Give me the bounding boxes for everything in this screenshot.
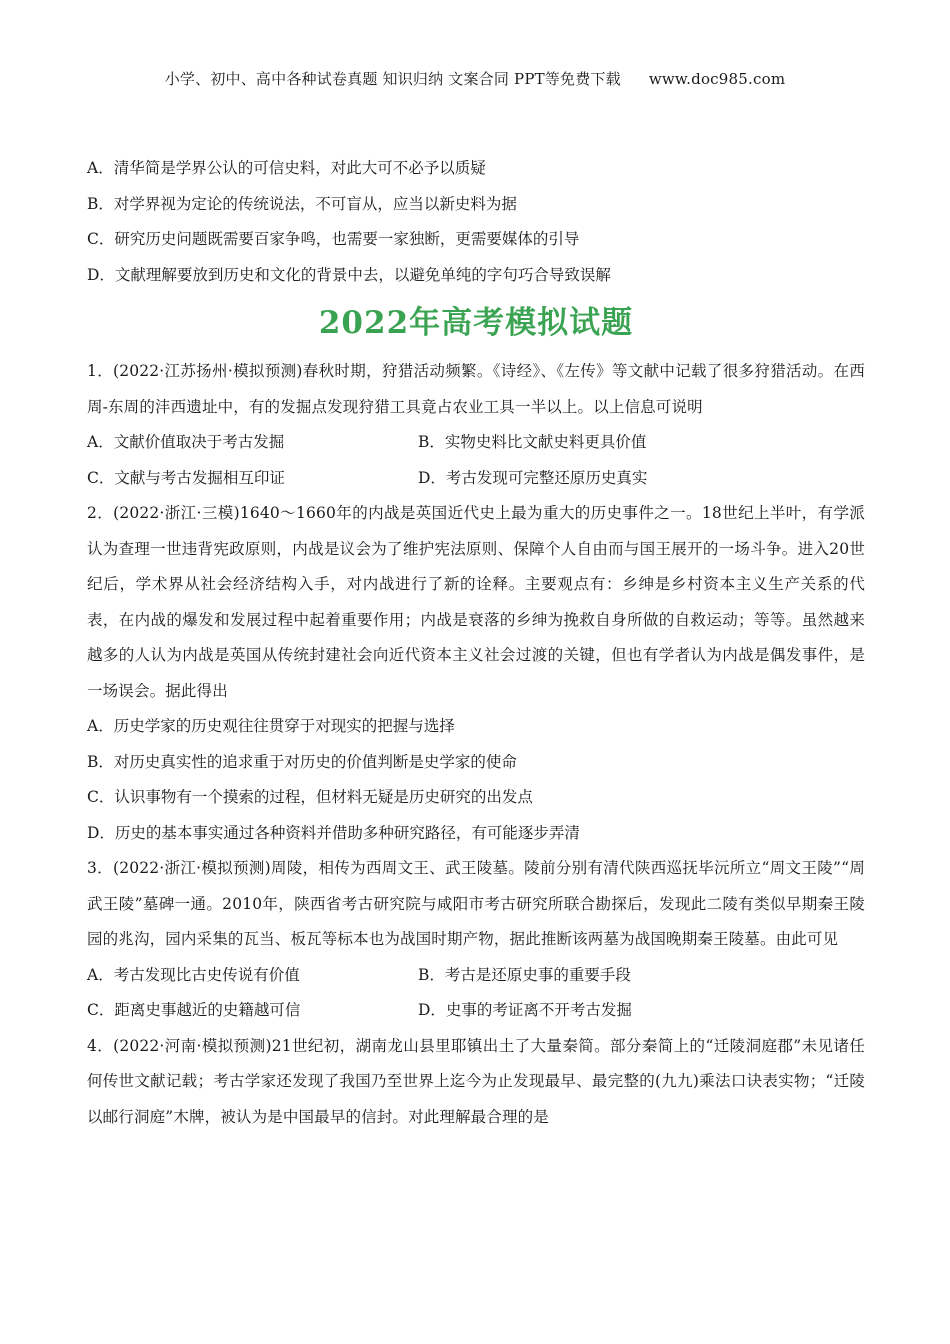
question-2-option-d: D．历史的基本事实通过各种资料并借助多种研究路径，有可能逐步弄清	[87, 823, 580, 842]
header-site: www.doc985.com	[648, 70, 786, 88]
prev-option-a: A．清华简是学界公认的可信史料，对此大可不必予以质疑	[87, 159, 486, 177]
question-3-option-c: C．距离史事越近的史籍越可信	[87, 1001, 301, 1019]
question-1-option-d: D．考古发现可完整还原历史真实	[418, 468, 648, 487]
prev-option-d: D．文献理解要放到历史和文化的背景中去，以避免单纯的字句巧合导致误解	[87, 265, 611, 284]
question-3-options-row-2	[87, 993, 865, 1029]
question-1-options-row-1	[87, 425, 865, 461]
question-1-options-row-2	[87, 461, 865, 497]
header-text: 小学、初中、高中各种试卷真题 知识归纳 文案合同 PPT等免费下载	[164, 70, 621, 88]
question-1-option-b: B．实物史料比文献史料更具价值	[418, 433, 647, 451]
question-2-option-a: A．历史学家的历史观往往贯穿于对现实的把握与选择	[87, 717, 455, 735]
document-body	[87, 151, 865, 1135]
question-2-option-b: B．对历史真实性的追求重于对历史的价值判断是史学家的使命	[87, 752, 517, 771]
prev-option-b: B．对学界视为定论的传统说法，不可盲从，应当以新史料为据	[87, 194, 517, 213]
section-title: 2022年高考模拟试题	[318, 305, 634, 341]
question-1-stem: 1．(2022·江苏扬州·模拟预测)春秋时期，狩猎活动频繁。《诗经》、《左传》等文献中记载了很多狩猎活动。在西周-东周的沣西遗址中，有的发掘点发现狩猎工具竟占农业工具一半以上。以上信息可说明	[87, 362, 865, 416]
page-header	[0, 68, 950, 89]
question-3-stem: 3．(2022·浙江·模拟预测)周陵，相传为西周文王、武王陵墓。陵前分别有清代陕西巡抚毕沅所立“周文王陵”“周武王陵”墓碑一通。2010年，陕西省考古研究院与咸阳市考古研究所联合勘探后，发现此二陵有类似早期秦王陵园的兆沟，园内采集的瓦当、板瓦等标本也为战国时期产物，据此推断该两墓为战国晚期秦王陵墓。由此可见	[87, 859, 865, 948]
question-1-option-a: A．文献价值取决于考古发掘	[87, 433, 285, 451]
question-3-option-d: D．史事的考证离不开考古发掘	[418, 1001, 632, 1019]
question-2-stem: 2．(2022·浙江·三模)1640～1660年的内战是英国近代史上最为重大的历史事件之一。18世纪上半叶，有学派认为查理一世违背宪政原则，内战是议会为了维护宪法原则、保障个人自由而与国王展开的一场斗争。进入20世纪后，学术界从社会经济结构入手，对内战进行了新的诠释。主要观点有：乡绅是乡村资本主义生产关系的代表，在内战的爆发和发展过程中起着重要作用；内战是衰落的乡绅为挽救自身所做的自救运动；等等。虽然越来越多的人认为内战是英国从传统封建社会向近代资本主义社会过渡的关键，但也有学者认为内战是偶发事件，是一场误会。据此得出	[87, 504, 865, 700]
question-2-option-c: C．认识事物有一个摸索的过程，但材料无疑是历史研究的出发点	[87, 788, 533, 806]
question-3-options-row-1	[87, 958, 865, 994]
question-4-stem: 4．(2022·河南·模拟预测)21世纪初，湖南龙山县里耶镇出土了大量秦简。部分秦简上的“迁陵洞庭郡”未见诸任何传世文献记载；考古学家还发现了我国乃至世界上迄今为止发现最早、最完整的(九九)乘法口诀表实物；“迁陵以邮行洞庭”木牌，被认为是中国最早的信封。对此理解最合理的是	[87, 1036, 865, 1126]
prev-option-c: C．研究历史问题既需要百家争鸣，也需要一家独断，更需要媒体的引导	[87, 230, 580, 248]
question-1-option-c: C．文献与考古发掘相互印证	[87, 468, 285, 487]
question-3-option-b: B．考古是还原史事的重要手段	[418, 965, 631, 984]
question-3-option-a: A．考古发现比古史传说有价值	[87, 965, 300, 984]
